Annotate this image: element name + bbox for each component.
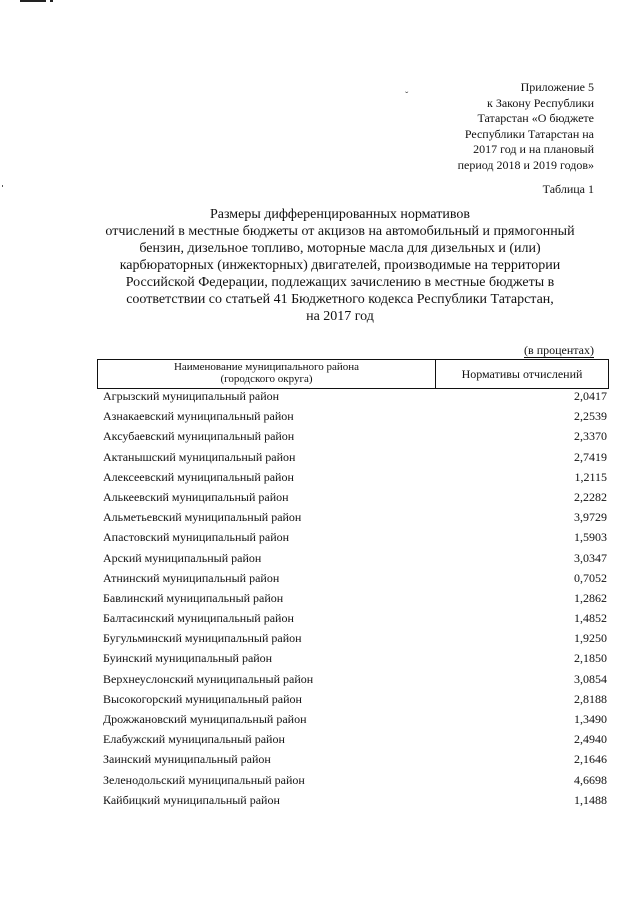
table-row <box>97 672 609 692</box>
title-line: отчислений в местные бюджеты от акцизов на автомобильный и прямогонный <box>105 224 575 239</box>
norm-value: 1,3490 <box>574 712 607 726</box>
table-row <box>97 591 609 611</box>
norm-value: 1,4852 <box>574 611 607 626</box>
norm-value: 2,1646 <box>574 752 607 767</box>
municipality-name: Кайбицкий муниципальный район <box>103 792 280 807</box>
municipality-name: Бугульминский муниципальный район <box>103 631 302 646</box>
municipality-name: Аксубаевский муниципальный район <box>103 429 295 444</box>
norm-value: 3,0854 <box>574 671 607 686</box>
norm-value: 3,9729 <box>574 510 607 525</box>
appendix-line: к Закону Республики <box>486 95 594 110</box>
appendix-line: Республики Татарстан на <box>464 126 594 141</box>
scan-edge-dot <box>2 185 3 187</box>
municipality-name: Альметьевский муниципальный район <box>103 510 302 525</box>
municipality-name: Балтасинский муниципальный район <box>103 611 294 626</box>
scan-artifact-mark: ˇ <box>405 91 409 102</box>
table-row <box>97 631 609 651</box>
table-row <box>97 611 609 631</box>
norm-value: 2,7419 <box>574 449 607 464</box>
table-row <box>97 470 609 490</box>
municipality-name: Зеленодольский муниципальный район <box>103 772 305 787</box>
title-line: на 2017 год <box>306 309 374 324</box>
municipality-name: Дрожжановский муниципальный район <box>103 712 307 726</box>
municipality-name: Актанышский муниципальный район <box>103 449 296 464</box>
municipality-name: Буинский муниципальный район <box>103 651 273 666</box>
norm-value: 2,0417 <box>574 389 607 403</box>
table-row <box>97 409 609 429</box>
norm-value: 2,3370 <box>574 429 607 444</box>
title-line: бензин, дизельное топливо, моторные масла для дизельных и (или) <box>139 241 541 256</box>
norm-value: 4,6698 <box>574 772 607 787</box>
scan-corner-mark <box>20 0 46 2</box>
table-row <box>97 793 609 813</box>
municipality-name: Арский муниципальный район <box>103 550 262 565</box>
header-municipality-line2: (городского округа) <box>220 373 313 385</box>
table-row <box>97 571 609 591</box>
table-row <box>97 651 609 671</box>
table-body <box>97 389 609 813</box>
norms-table <box>97 359 609 813</box>
table-row <box>97 429 609 449</box>
norm-value: 1,2115 <box>574 469 607 484</box>
scan-corner-dot <box>50 0 53 2</box>
title-line: соответствии со статьей 41 Бюджетного кодекса Республики Татарстан, <box>126 292 554 307</box>
table-row <box>97 773 609 793</box>
table-row <box>97 510 609 530</box>
municipality-name: Азнакаевский муниципальный район <box>103 409 294 424</box>
municipality-name: Верхнеуслонский муниципальный район <box>103 671 314 686</box>
municipality-name: Алексеевский муниципальный район <box>103 469 294 484</box>
table-row <box>97 551 609 571</box>
norm-value: 1,1488 <box>574 792 607 807</box>
title-line: Размеры дифференцированных нормативов <box>209 207 471 222</box>
table-row <box>97 530 609 550</box>
appendix-line: 2017 год и на плановый <box>473 142 594 156</box>
municipality-name: Бавлинский муниципальный район <box>103 590 284 605</box>
table-row <box>97 490 609 510</box>
norm-value: 0,7052 <box>574 570 607 585</box>
document-title <box>60 206 620 325</box>
municipality-name: Елабужский муниципальный район <box>103 732 285 747</box>
table-header <box>97 359 609 389</box>
norm-value: 3,0347 <box>574 550 607 565</box>
municipality-name: Агрызский муниципальный район <box>103 389 280 403</box>
norm-value: 2,4940 <box>574 732 607 747</box>
table-row <box>97 692 609 712</box>
header-municipality-line1: Наименование муниципального района <box>173 361 360 373</box>
municipality-name: Алькеевский муниципальный район <box>103 489 289 504</box>
appendix-line: Татарстан «О бюджете <box>477 111 594 125</box>
norm-value: 1,5903 <box>574 530 607 545</box>
municipality-name: Высокогорский муниципальный район <box>103 691 302 706</box>
title-line: Российской Федерации, подлежащих зачислению в местные бюджеты в <box>125 275 555 290</box>
appendix-line: Приложение 5 <box>520 80 594 94</box>
table-row <box>97 732 609 752</box>
norm-value: 2,1850 <box>574 651 607 666</box>
appendix-note <box>394 80 594 173</box>
norm-value: 2,8188 <box>574 691 607 706</box>
header-norms: Нормативы отчислений <box>461 367 583 381</box>
norm-value: 1,2862 <box>574 590 607 605</box>
table-number: Таблица 1 <box>542 182 594 196</box>
appendix-line: период 2018 и 2019 годов» <box>457 157 594 172</box>
norm-value: 1,9250 <box>574 631 607 646</box>
municipality-name: Заинский муниципальный район <box>103 752 271 767</box>
table-row <box>97 389 609 409</box>
municipality-name: Апастовский муниципальный район <box>103 530 290 545</box>
norm-value: 2,2539 <box>574 409 607 424</box>
table-row <box>97 712 609 732</box>
table-row <box>97 752 609 772</box>
header-municipality <box>98 360 436 388</box>
municipality-name: Атнинский муниципальный район <box>103 570 280 585</box>
table-row <box>97 450 609 470</box>
title-line: карбюраторных (инжекторных) двигателей, производимые на территории <box>119 258 561 273</box>
unit-label: (в процентах) <box>524 343 594 357</box>
norm-value: 2,2282 <box>574 489 607 504</box>
